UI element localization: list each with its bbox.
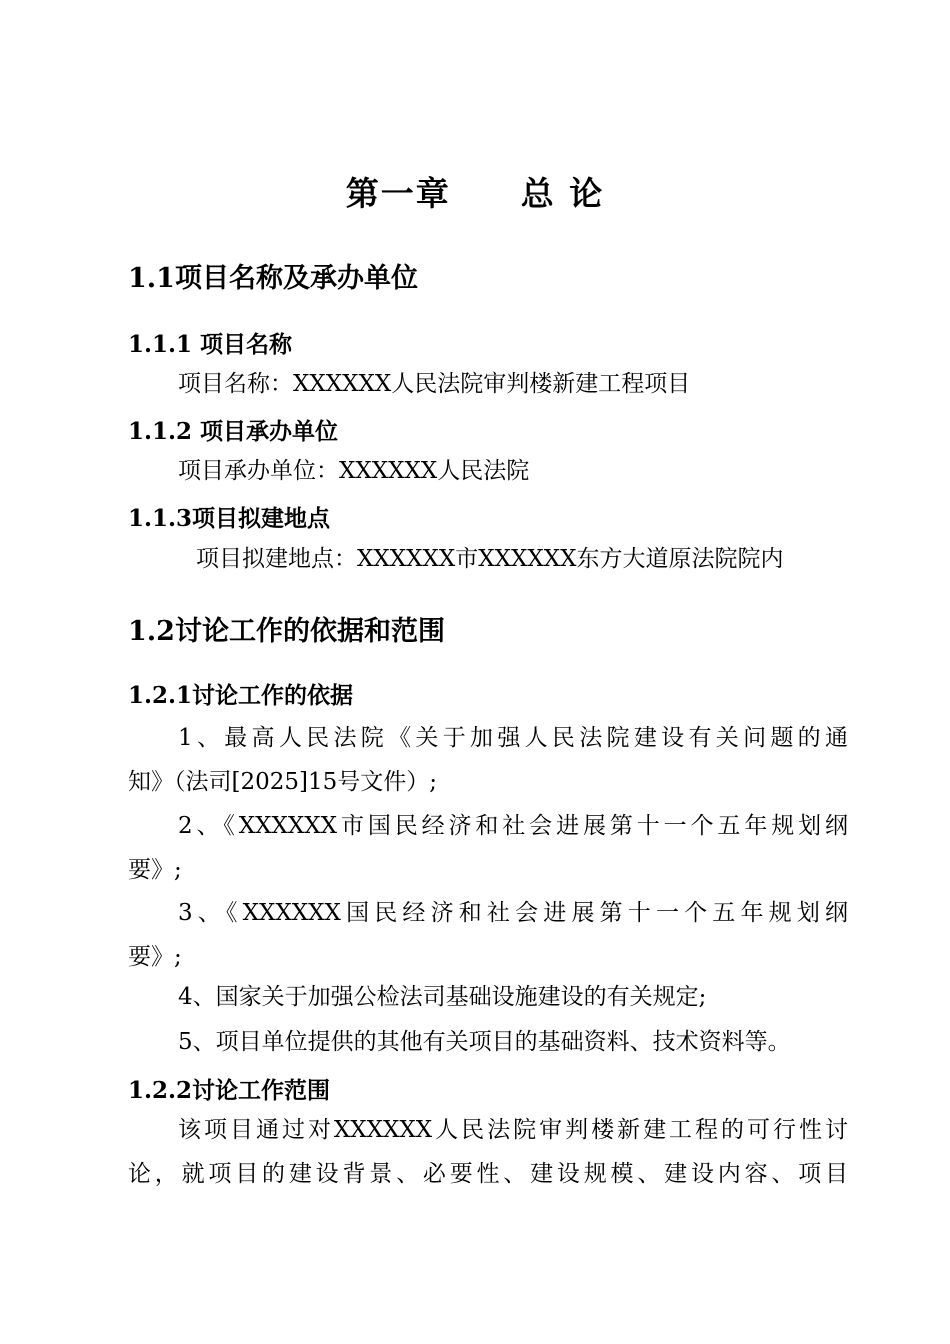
basis-item-3-line-2: 要》; [128, 944, 182, 970]
section-heading-1-2-1: 1.2.1讨论工作的依据 [128, 682, 354, 709]
section-heading-1-1-1: 1.1.1 项目名称 [128, 331, 293, 358]
project-name-text: 项目名称：XXXXXX人民法院审判楼新建工程项目 [178, 371, 691, 397]
scope-line-1: 该项目通过对XXXXXX人民法院审判楼新建工程的可行性讨 [178, 1117, 848, 1143]
basis-item-3 [128, 891, 848, 979]
basis-item-2-line-2: 要》; [128, 857, 182, 883]
scope-paragraph [128, 1108, 848, 1196]
basis-item-1 [128, 716, 848, 804]
basis-item-1-line-2: 知》（法司[2025]15号文件）; [128, 769, 437, 795]
section-heading-1-1-3: 1.1.3项目拟建地点 [128, 505, 331, 532]
chapter-number: 第一章 [345, 174, 451, 213]
project-unit-text: 项目承办单位：XXXXXX人民法院 [178, 458, 530, 484]
basis-item-2 [128, 804, 848, 892]
project-location-text: 项目拟建地点：XXXXXX市XXXXXX东方大道原法院院内 [196, 546, 784, 572]
section-heading-1-2: 1.2讨论工作的依据和范围 [128, 616, 445, 647]
basis-item-4: 4、国家关于加强公检法司基础设施建设的有关规定; [178, 984, 707, 1010]
basis-item-2-line-1: 2、《XXXXXX市国民经济和社会进展第十一个五年规划纲 [178, 813, 848, 839]
basis-item-3-line-1: 3、《XXXXXX国民经济和社会进展第十一个五年规划纲 [178, 900, 848, 926]
scope-line-2: 论，就项目的建设背景、必要性、建设规模、建设内容、项目 [128, 1161, 848, 1187]
chapter-title [0, 168, 950, 215]
chapter-name: 总 论 [520, 174, 605, 213]
basis-item-5: 5、项目单位提供的其他有关项目的基础资料、技术资料等。 [178, 1029, 791, 1055]
section-heading-1-1-2: 1.1.2 项目承办单位 [128, 418, 339, 445]
section-heading-1-2-2: 1.2.2讨论工作范围 [128, 1077, 331, 1104]
basis-item-1-line-1: 1、最高人民法院《关于加强人民法院建设有关问题的通 [178, 725, 848, 751]
section-heading-1-1: 1.1项目名称及承办单位 [128, 263, 418, 294]
